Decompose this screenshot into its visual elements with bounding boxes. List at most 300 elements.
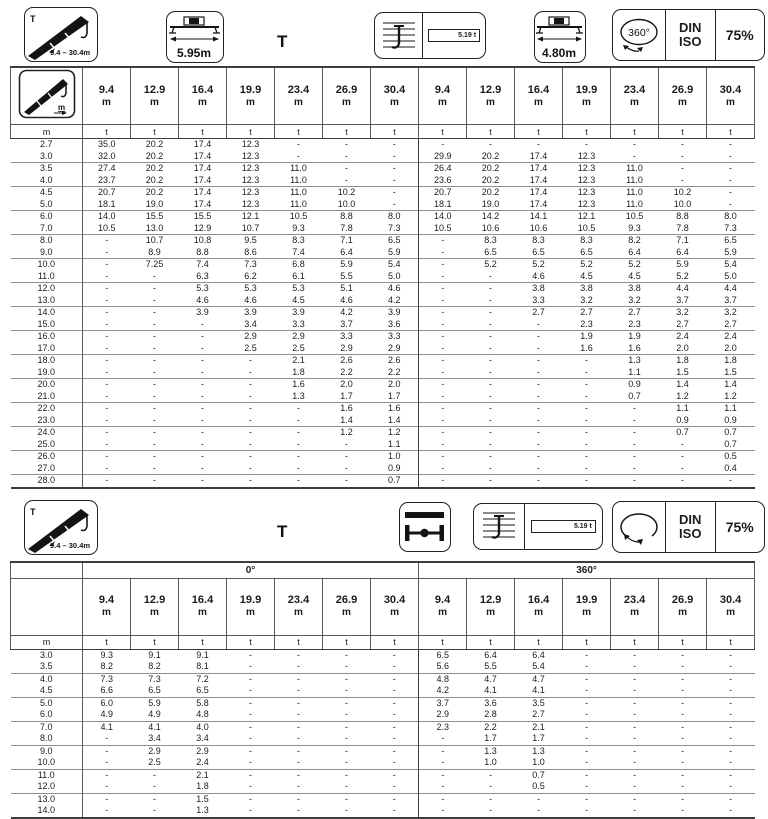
table-row	[11, 175, 755, 187]
col-header-26.9m: 26.9 m	[323, 578, 371, 635]
radius-cell: 3.0	[11, 151, 83, 163]
capacity-cell: 0.4	[724, 462, 737, 473]
capacity-cell: -	[515, 475, 563, 488]
capacity-cell: -	[275, 451, 323, 463]
capacity-cell: 20.7	[83, 187, 131, 199]
radius-cell: 18.0	[11, 355, 83, 367]
column-header-row	[11, 578, 755, 635]
capacity-cell: -	[392, 150, 396, 161]
capacity-cell: 3.7	[340, 318, 353, 329]
capacity-cell: -	[371, 793, 419, 805]
group-header-row	[11, 562, 755, 579]
capacity-cell: -	[227, 475, 275, 488]
radius-cell: 12.0	[11, 283, 83, 295]
col-header-12.9m: 12.9 m	[131, 67, 179, 125]
table-row	[11, 319, 755, 331]
capacity-cell: -	[707, 721, 755, 733]
capacity-cell: -	[201, 438, 204, 449]
unit-cell: t	[563, 125, 611, 139]
capacity-cell: 10.6	[481, 222, 500, 233]
capacity-cell: 17.4	[529, 150, 548, 161]
capacity-cell: -	[83, 379, 131, 391]
load-chart-on-wheels	[10, 561, 755, 819]
capacity-cell: 7.8	[340, 222, 353, 233]
capacity-cell: -	[659, 451, 707, 463]
capacity-cell: -	[537, 805, 541, 815]
capacity-cell: -	[105, 438, 109, 449]
capacity-cell: 3.2	[628, 294, 641, 305]
capacity-cell: 10.5	[97, 222, 116, 233]
capacity-cell: -	[419, 451, 467, 463]
capacity-cell: 8.1	[196, 661, 209, 671]
group-header-360deg: 360°	[419, 562, 755, 579]
capacity-cell: 4.0	[179, 721, 227, 733]
capacity-cell: -	[611, 673, 659, 685]
capacity-cell: -	[345, 757, 348, 767]
capacity-cell: 14.0	[83, 211, 131, 223]
capacity-cell: -	[131, 793, 179, 805]
capacity-cell: -	[537, 342, 540, 353]
capacity-cell: -	[131, 379, 179, 391]
table-row	[11, 427, 755, 439]
unit-cell: t	[227, 125, 275, 139]
capacity-cell: -	[707, 745, 755, 757]
capacity-cell: -	[371, 769, 419, 781]
capacity-cell: 6.5	[532, 246, 545, 257]
capacity-cell: 1.5	[676, 366, 689, 377]
capacity-cell: -	[585, 390, 588, 401]
col-header-23.4m: 23.4 m	[275, 67, 323, 125]
unit-cell: t	[419, 125, 467, 139]
capacity-cell: -	[105, 270, 109, 281]
capacity-cell: 1.8	[659, 355, 707, 367]
capacity-cell: -	[345, 685, 348, 695]
radius-cell: 6.0	[11, 211, 83, 223]
capacity-cell: 5.5	[340, 270, 353, 281]
capacity-cell: 10.7	[131, 235, 179, 247]
capacity-cell: 10.6	[529, 222, 548, 233]
capacity-cell: -	[153, 781, 156, 791]
counterweight-icon	[374, 12, 486, 59]
radius-cell: 14.0	[11, 805, 83, 818]
capacity-cell: 1.3	[292, 390, 305, 401]
capacity-cell: -	[419, 343, 467, 355]
capacity-cell: 4.1	[83, 721, 131, 733]
capacity-cell: -	[585, 709, 589, 719]
counterweight-icon	[473, 503, 603, 550]
capacity-cell: -	[345, 139, 348, 149]
unit-cell: t	[659, 635, 707, 649]
capacity-cell: -	[611, 451, 659, 463]
capacity-cell: -	[419, 307, 467, 319]
capacity-cell: 1.0	[484, 757, 497, 767]
capacity-cell: -	[419, 403, 467, 415]
capacity-cell: 2.4	[659, 331, 707, 343]
capacity-cell: -	[537, 366, 540, 377]
capacity-cell: 0.9	[676, 414, 689, 425]
capacity-cell: -	[83, 403, 131, 415]
capacity-cell: -	[249, 414, 252, 425]
capacity-cell: -	[179, 451, 227, 463]
capacity-cell: 17.4	[193, 174, 212, 185]
capacity-cell: 3.3	[323, 331, 371, 343]
capacity-cell: 19.0	[145, 198, 164, 209]
capacity-cell: 1.1	[659, 403, 707, 415]
capacity-cell: 3.9	[227, 307, 275, 319]
capacity-cell: -	[323, 451, 371, 463]
capacity-cell: -	[227, 697, 275, 709]
capacity-cell: -	[563, 427, 611, 439]
capacity-cell: 12.3	[577, 198, 596, 209]
capacity-cell: 6.8	[275, 259, 323, 271]
capacity-cell: -	[611, 745, 659, 757]
radius-cell: 3.5	[11, 163, 83, 175]
capacity-cell: 18.1	[97, 198, 116, 209]
capacity-cell: -	[489, 366, 492, 377]
capacity-cell: -	[392, 649, 396, 660]
table-row	[11, 355, 755, 367]
capacity-cell: 2.6	[371, 355, 419, 367]
unit-cell: t	[131, 125, 179, 139]
capacity-cell: -	[297, 438, 300, 449]
radius-cell: 20.0	[11, 379, 83, 391]
capacity-cell: 5.5	[484, 661, 497, 671]
unit-cell: t	[131, 635, 179, 649]
capacity-cell: 2.5	[292, 342, 305, 353]
capacity-cell: 32.0	[97, 150, 116, 161]
capacity-cell: 2.2	[387, 366, 401, 377]
table-row	[11, 187, 755, 199]
capacity-cell: -	[105, 294, 109, 305]
capacity-cell: -	[707, 187, 755, 199]
radius-cell: 5.0	[11, 697, 83, 709]
capacity-cell: -	[633, 781, 637, 791]
capacity-cell: -	[275, 769, 323, 781]
capacity-cell: -	[467, 427, 515, 439]
capacity-cell: -	[707, 793, 755, 805]
capacity-cell: -	[489, 414, 492, 425]
capacity-cell: -	[345, 805, 348, 815]
capacity-cell: 5.3	[227, 283, 275, 295]
capacity-cell: -	[681, 649, 685, 660]
unit-cell: t	[323, 635, 371, 649]
table-row	[11, 439, 755, 451]
capacity-cell: 1.4	[707, 379, 755, 391]
capacity-cell: -	[611, 769, 659, 781]
capacity-cell: 1.8	[292, 366, 305, 377]
unit-cell: t	[371, 125, 419, 139]
capacity-cell: -	[275, 673, 323, 685]
capacity-cell: -	[227, 403, 275, 415]
header-band-on-wheels	[0, 494, 768, 561]
capacity-cell: 3.2	[707, 307, 755, 319]
capacity-cell: -	[83, 745, 131, 757]
col-header-12.9m: 12.9 m	[467, 67, 515, 125]
capacity-cell: 4.6	[340, 294, 353, 305]
capacity-cell: 1.0	[371, 451, 419, 463]
radius-cell: 9.0	[11, 247, 83, 259]
capacity-cell: 6.5	[196, 685, 209, 695]
radius-cell: 23.0	[11, 415, 83, 427]
standard-din-iso	[665, 10, 715, 60]
capacity-cell: 6.3	[196, 270, 209, 281]
capacity-cell: -	[419, 379, 467, 391]
boom-code-label: T	[30, 506, 36, 517]
capacity-cell: 7.3	[131, 673, 179, 685]
capacity-cell: -	[131, 427, 179, 439]
capacity-cell: 20.2	[145, 150, 164, 161]
capacity-cell: -	[227, 769, 275, 781]
capacity-cell: 5.3	[275, 283, 323, 295]
capacity-cell: -	[633, 661, 637, 671]
capacity-cell: -	[201, 414, 204, 425]
unit-cell: t	[515, 125, 563, 139]
table-row	[11, 403, 755, 415]
slew-standard-block	[612, 501, 765, 553]
capacity-cell: -	[345, 174, 348, 185]
capacity-cell: -	[153, 390, 156, 401]
capacity-cell: 15.5	[131, 211, 179, 223]
table-row	[11, 805, 755, 818]
standard-line2: ISO	[679, 34, 702, 49]
capacity-cell: -	[563, 697, 611, 709]
col-header-30.4m: 30.4 m	[707, 67, 755, 125]
capacity-cell: -	[83, 451, 131, 463]
capacity-cell: 20.2	[467, 163, 515, 175]
radius-cell: 3.5	[11, 661, 83, 673]
table-row	[11, 415, 755, 427]
capacity-cell: 12.1	[563, 211, 611, 223]
capacity-cell: -	[249, 366, 252, 377]
capacity-cell: 17.4	[529, 174, 548, 185]
capacity-cell: 9.1	[148, 649, 161, 660]
capacity-cell: -	[467, 355, 515, 367]
capacity-cell: -	[249, 757, 252, 767]
capacity-cell: 1.3	[467, 745, 515, 757]
unit-cell: t	[83, 125, 131, 139]
capacity-cell: -	[297, 139, 300, 149]
capacity-cell: -	[83, 475, 131, 488]
on-wheels-axle-icon	[399, 502, 451, 552]
group-empty-cell	[11, 562, 83, 579]
capacity-cell: 6.1	[292, 270, 305, 281]
capacity-cell: 12.3	[241, 198, 260, 209]
capacity-cell: -	[419, 733, 467, 745]
capacity-cell: 17.4	[179, 187, 227, 199]
capacity-cell: -	[489, 270, 492, 281]
capacity-cell: 3.2	[580, 294, 593, 305]
capacity-cell: -	[345, 709, 348, 719]
capacity-cell: -	[563, 745, 611, 757]
capacity-cell: 2.9	[179, 745, 227, 757]
capacity-cell: 2.7	[676, 318, 689, 329]
capacity-cell: 1.6	[580, 342, 593, 353]
col-header-26.9m: 26.9 m	[659, 67, 707, 125]
col-header-9.4m: 9.4 m	[83, 67, 131, 125]
unit-cell: t	[467, 635, 515, 649]
radius-boom-icon-cell	[11, 67, 83, 125]
capacity-cell: -	[419, 439, 467, 451]
capacity-cell: 1.2	[676, 390, 689, 401]
capacity-cell: -	[489, 342, 492, 353]
capacity-cell: 23.7	[97, 174, 116, 185]
capacity-cell: -	[297, 661, 300, 671]
capacity-cell: -	[297, 757, 300, 767]
outrigger-rear-width-label: 4.80m	[541, 46, 577, 60]
capacity-cell: 5.2	[563, 259, 611, 271]
capacity-cell: -	[489, 438, 492, 449]
radius-cell: 8.0	[11, 733, 83, 745]
capacity-cell: 11.0	[611, 187, 659, 199]
capacity-cell: 2.3	[580, 318, 593, 329]
capacity-cell: 6.6	[100, 685, 113, 695]
capacity-cell: -	[681, 150, 684, 161]
radius-cell: 2.7	[11, 139, 83, 151]
capacity-cell: 20.2	[131, 163, 179, 175]
capacity-cell: 8.2	[100, 661, 113, 671]
table-row	[11, 259, 755, 271]
capacity-cell: 2.9	[131, 745, 179, 757]
col-header-19.9m: 19.9 m	[227, 67, 275, 125]
radius-cell: 28.0	[11, 475, 83, 488]
capacity-cell: -	[563, 355, 611, 367]
capacity-cell: -	[515, 403, 563, 415]
capacity-cell: 3.9	[371, 307, 419, 319]
radius-cell: 6.0	[11, 709, 83, 721]
capacity-cell: -	[227, 427, 275, 439]
capacity-cell: 3.2	[659, 307, 707, 319]
unit-cell: t	[275, 635, 323, 649]
capacity-cell: -	[249, 685, 252, 695]
capacity-cell: 6.5	[419, 649, 467, 661]
capacity-cell: -	[633, 150, 636, 161]
boom-range-label: 9.4 – 30.4m	[50, 540, 91, 550]
capacity-cell: -	[105, 781, 109, 791]
capacity-cell: 0.9	[387, 462, 401, 473]
capacity-cell: -	[515, 451, 563, 463]
capacity-cell: -	[659, 475, 707, 488]
capacity-cell: 1.6	[323, 403, 371, 415]
capacity-cell: -	[371, 721, 419, 733]
capacity-cell: -	[323, 163, 371, 175]
capacity-cell: 2.4	[707, 331, 755, 343]
capacity-cell: -	[537, 318, 540, 329]
unit-row	[11, 125, 755, 139]
capacity-cell: -	[105, 246, 109, 257]
capacity-cell: 8.9	[148, 246, 161, 257]
capacity-cell: 6.4	[532, 649, 545, 660]
counterweight-plates-graphic	[474, 504, 525, 549]
capacity-cell: 7.25	[131, 259, 179, 271]
capacity-cell: 4.9	[148, 709, 161, 719]
capacity-cell: 0.7	[659, 427, 707, 439]
capacity-cell: 8.0	[707, 211, 755, 223]
outrigger-graphic	[535, 12, 584, 61]
capacity-cell: 2.7	[515, 307, 563, 319]
capacity-cell: -	[585, 757, 589, 767]
capacity-cell: 5.1	[323, 283, 371, 295]
outrigger-front-width-label: 5.95m	[176, 46, 212, 60]
capacity-cell: 11.0	[290, 174, 307, 185]
capacity-cell: 14.1	[515, 211, 563, 223]
capacity-cell: 19.0	[481, 198, 500, 209]
table-row	[11, 379, 755, 391]
capacity-cell: -	[323, 475, 371, 488]
table-row	[11, 661, 755, 673]
capacity-cell: 4.2	[419, 685, 467, 697]
capacity-cell: 17.4	[193, 198, 212, 209]
capacity-cell: 29.9	[419, 151, 467, 163]
capacity-cell: -	[227, 379, 275, 391]
capacity-cell: -	[729, 733, 733, 743]
outrigger-span-rear-icon	[534, 11, 586, 63]
capacity-cell: -	[681, 174, 684, 185]
capacity-cell: -	[371, 673, 419, 685]
capacity-cell: 1.6	[275, 379, 323, 391]
capacity-cell: -	[515, 379, 563, 391]
capacity-cell: -	[227, 673, 275, 685]
capacity-cell: -	[419, 427, 467, 439]
outrigger-span-front-icon	[166, 11, 224, 63]
capacity-cell: 5.0	[724, 270, 737, 281]
capacity-cell: 1.7	[484, 733, 497, 743]
capacity-cell: -	[105, 805, 109, 815]
capacity-cell: -	[563, 451, 611, 463]
table-row	[11, 757, 755, 769]
capacity-cell: 1.2	[323, 427, 371, 439]
capacity-cell: -	[227, 793, 275, 805]
capacity-cell: -	[392, 709, 396, 719]
capacity-cell: 6.5	[580, 246, 593, 257]
capacity-cell: 1.2	[724, 390, 737, 401]
unit-cell: t	[611, 635, 659, 649]
capacity-cell: -	[297, 414, 300, 425]
capacity-cell: -	[563, 403, 611, 415]
capacity-cell: -	[153, 366, 156, 377]
capacity-cell: 10.2	[323, 187, 371, 199]
capacity-cell: 8.0	[371, 211, 419, 223]
capacity-cell: 2.9	[275, 331, 323, 343]
capacity-cell: -	[275, 475, 323, 488]
capacity-cell: 2.5	[148, 757, 161, 767]
table-row	[11, 781, 755, 793]
capacity-cell: 5.8	[179, 697, 227, 709]
standard-din-iso	[665, 502, 715, 552]
table-row	[11, 451, 755, 463]
boom-code-label: T	[30, 14, 36, 24]
capacity-cell: -	[681, 139, 684, 149]
capacity-cell: -	[179, 475, 227, 488]
col-header-9.4m: 9.4 m	[419, 67, 467, 125]
capacity-cell: -	[467, 331, 515, 343]
capacity-cell: -	[179, 331, 227, 343]
col-header-19.9m: 19.9 m	[227, 578, 275, 635]
capacity-cell: 20.2	[481, 150, 500, 161]
capacity-cell: -	[659, 769, 707, 781]
capacity-cell: -	[419, 295, 467, 307]
capacity-cell: -	[83, 355, 131, 367]
capacity-cell: -	[611, 475, 659, 488]
table-row	[11, 673, 755, 685]
capacity-cell: 17.4	[515, 187, 563, 199]
capacity-cell: -	[537, 390, 540, 401]
radius-cell: 11.0	[11, 769, 83, 781]
table-row	[11, 697, 755, 709]
capacity-cell: 12.3	[241, 150, 260, 161]
capacity-cell: -	[153, 342, 156, 353]
capacity-cell: 8.3	[563, 235, 611, 247]
capacity-cell: -	[323, 697, 371, 709]
